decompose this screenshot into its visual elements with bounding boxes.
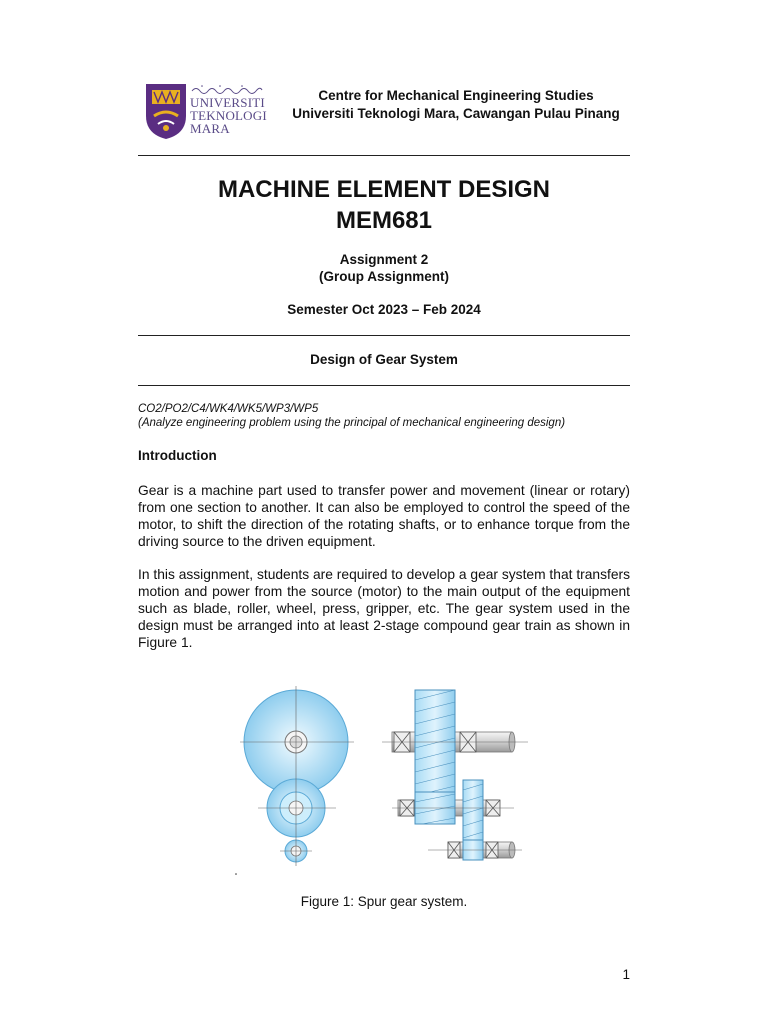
- crest-icon: [144, 82, 188, 140]
- course-outcomes: [138, 402, 630, 430]
- university-logo: [144, 82, 270, 142]
- course-title: MACHINE ELEMENT DESIGN: [217, 176, 550, 203]
- university-name: Universiti Teknologi Mara, Cawangan Pulau Pinang: [292, 106, 620, 121]
- outcome-codes: CO2/PO2/C4/WK4/WK5/WP3/WP5: [138, 403, 319, 415]
- header-divider: [138, 155, 630, 156]
- outcome-description: (Analyze engineering problem using the principal of mechanical engineering design): [138, 417, 566, 429]
- assignment-name: Assignment 2: [339, 252, 429, 267]
- jawi-script-icon: [190, 84, 264, 94]
- figure-caption: Figure 1: Spur gear system.: [300, 894, 468, 909]
- topic-divider-bottom: [138, 385, 630, 386]
- front-view-gears: [235, 686, 354, 875]
- course-title-block: [138, 174, 630, 236]
- logo-line-3: MARA: [190, 121, 230, 136]
- course-code: MEM681: [335, 207, 433, 234]
- assignment-topic: Design of Gear System: [310, 352, 458, 367]
- introduction-paragraph-2: In this assignment, students are required to develop a gear system that transfers motion and power from the source (motor) to the main output of the equipment such as blade, roller, wheel, press, gripper, etc. The gear system used in the design must be arranged into at least 2-stage compound gear train as shown in Figure 1.: [138, 567, 630, 650]
- topic-divider-top: [138, 335, 630, 336]
- logo-line-2: TEKNOLOGI: [190, 108, 267, 123]
- introduction-paragraph-1: Gear is a machine part used to transfer power and movement (linear or rotary) from one section to another. It can also be employed to control the speed of the motor, to shift the direction of the rotating shafts, or to enhance torque from the driving source to the driven equipment.: [138, 483, 630, 549]
- assignment-block: [138, 251, 630, 285]
- introduction-heading: Introduction: [138, 448, 217, 463]
- logo-wordmark: [190, 96, 267, 135]
- institution-header: [280, 87, 632, 123]
- spur-gear-figure: [232, 684, 542, 876]
- semester: Semester Oct 2023 – Feb 2024: [287, 302, 481, 317]
- side-view-gear-train: [382, 690, 528, 860]
- centre-name: Centre for Mechanical Engineering Studies: [318, 88, 594, 103]
- assignment-type: (Group Assignment): [319, 269, 449, 284]
- logo-line-1: UNIVERSITI: [190, 95, 265, 110]
- page-number: 1: [622, 967, 630, 982]
